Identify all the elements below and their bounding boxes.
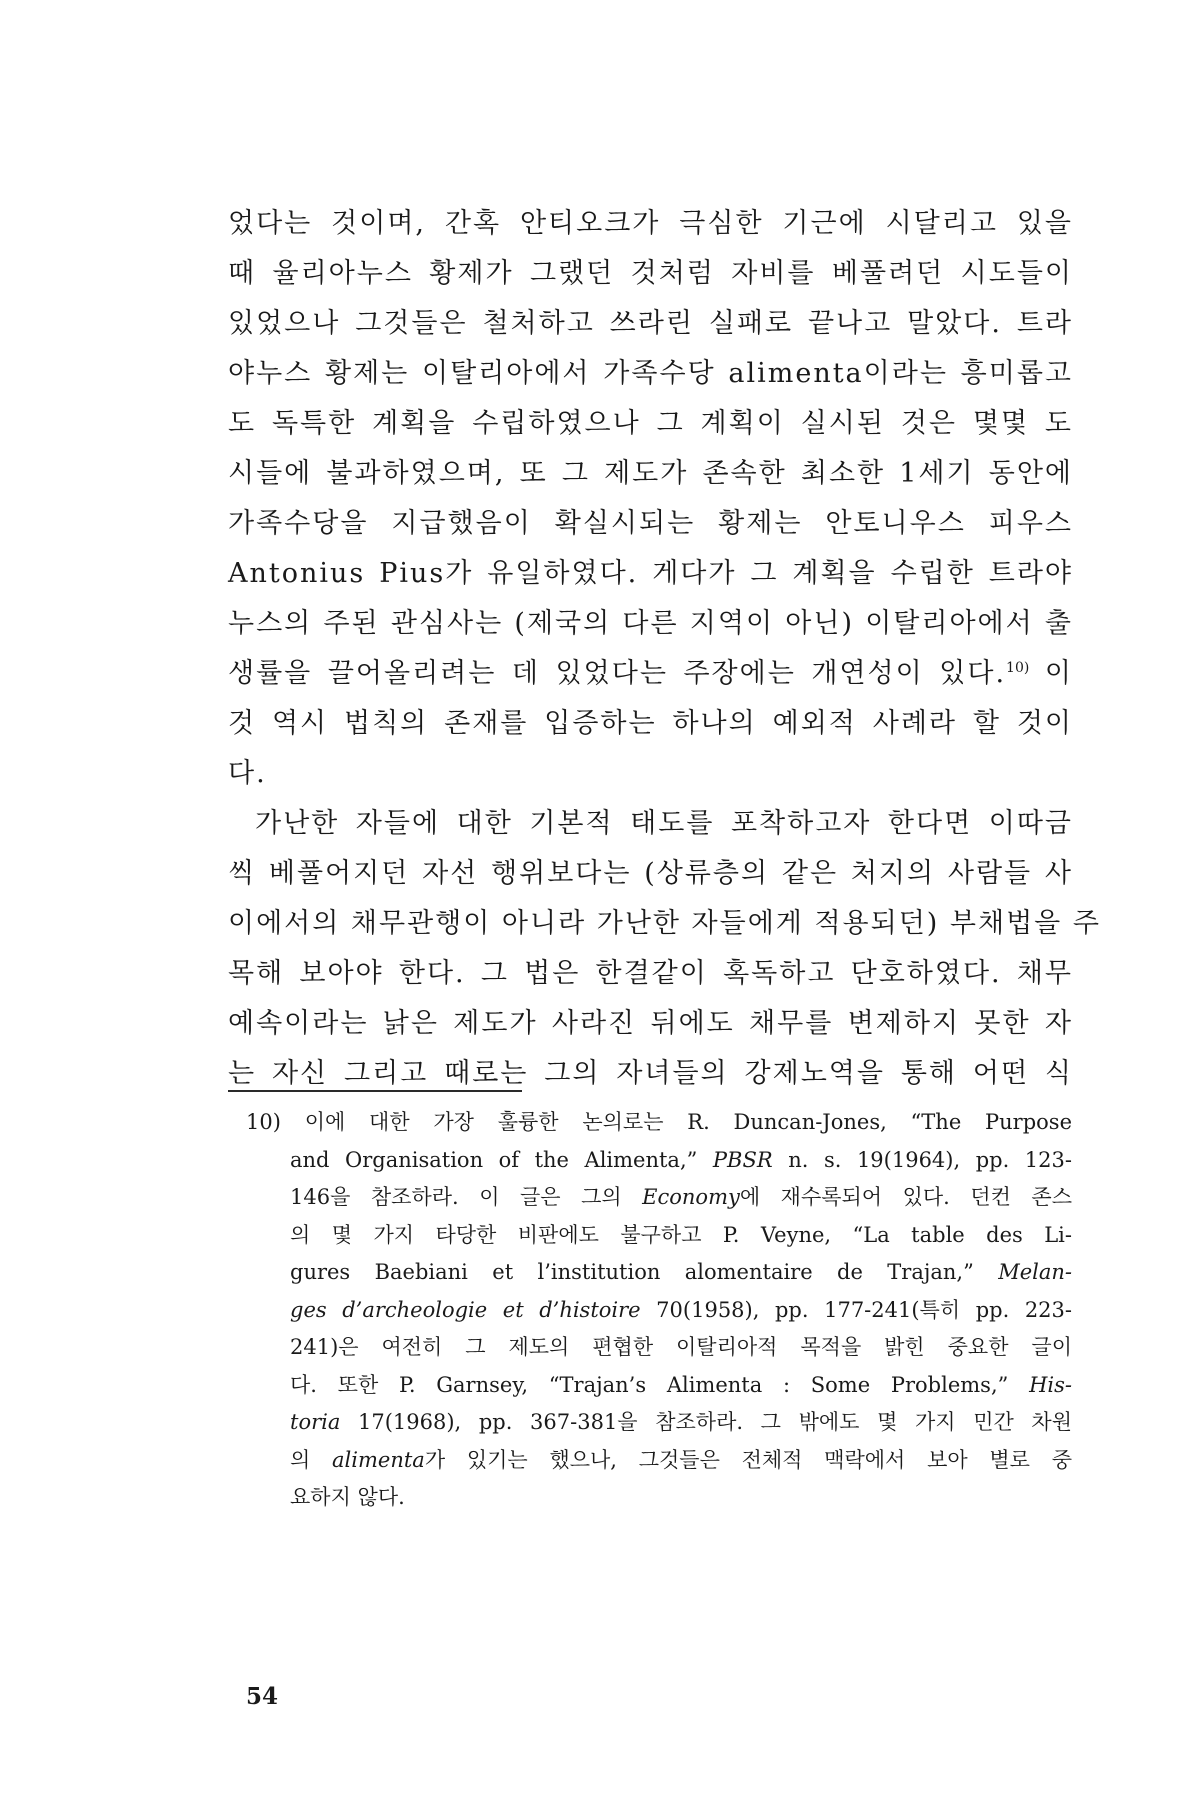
text-line: 목해 보아야 한다. 그 법은 한결같이 혹독하고 단호하였다. 채무 — [228, 958, 1073, 989]
text-line: 가난한 자들에 대한 기본적 태도를 포착하고자 한다면 이따금 — [255, 808, 1073, 839]
main-text — [228, 199, 1101, 1099]
footnote-section — [246, 1104, 1072, 1517]
footnote-text: 70(1958), pp. 177-241(특히 pp. 223- — [640, 1297, 1073, 1322]
footnote-line: 요하지 않다. — [290, 1485, 405, 1509]
footnote-line — [246, 1104, 1072, 1142]
footnote-italic: His- — [1029, 1372, 1072, 1397]
text-line: 다. — [228, 758, 267, 789]
footnote-number: 10) — [246, 1110, 281, 1134]
footnote-italic: Economy — [642, 1185, 740, 1209]
footnote-text: gures Baebiani et l’institution alomentaire de Trajan,” — [290, 1260, 999, 1284]
footnote-line — [246, 1404, 1072, 1442]
text-segment: 생률을 끌어올리려는 데 있었다는 주장에는 개연성이 있다. — [228, 658, 1007, 689]
footnote-italic: alimenta — [332, 1447, 425, 1472]
footnote-text: 146을 참조하라. 이 글은 그의 — [290, 1185, 643, 1209]
footnote-line: 의 몇 가지 타당한 비판에도 불구하고 P. Veyne, “La table des Li- — [290, 1222, 1072, 1247]
text-segment: 이 — [1029, 658, 1073, 689]
text-line: 누스의 주된 관심사는 (제국의 다른 지역이 아닌) 이탈리아에서 출 — [228, 608, 1073, 639]
footnote-line — [246, 1179, 1072, 1217]
text-line: 때 율리아누스 황제가 그랬던 것처럼 자비를 베풀려던 시도들이 — [228, 258, 1073, 289]
footnote-text: 다. 또한 P. Garnsey, “Trajan’s Alimenta : Some Problems,” — [290, 1372, 1030, 1397]
footnote-italic: toria — [290, 1410, 341, 1434]
footnote-text: 17(1968), pp. 367-381을 참조하라. 그 밖에도 몇 가지 민간 차원 — [340, 1410, 1072, 1434]
footnote-line — [246, 1254, 1072, 1292]
text-line: 시들에 불과하였으며, 또 그 제도가 존속한 최소한 1세기 동안에 — [228, 458, 1073, 489]
footnote-line — [246, 1367, 1072, 1405]
text-line: 가족수당을 지급했음이 확실시되는 황제는 안토니우스 피우스 — [228, 508, 1073, 539]
text-line: 는 자신 그리고 때로는 그의 자녀들의 강제노역을 통해 어떤 식 — [228, 1058, 1073, 1089]
footnote-reference[interactable]: 10) — [1006, 660, 1030, 676]
text-line: 씩 베풀어지던 자선 행위보다는 (상류층의 같은 처지의 사람들 사 — [228, 858, 1073, 889]
footnote-line — [246, 1142, 1072, 1180]
footnote-text: 가 있기는 했으나, 그것들은 전체적 맥락에서 보아 별로 중 — [424, 1447, 1072, 1472]
footnote-italic: PBSR — [712, 1147, 773, 1172]
footnote-text: 의 — [290, 1447, 333, 1472]
footnote-text: 이에 대한 가장 훌륭한 논의로는 R. Duncan-Jones, “The Purpose — [304, 1110, 1072, 1134]
text-line: 있었으나 그것들은 철처하고 쓰라린 실패로 끝나고 말았다. 트라 — [228, 308, 1073, 339]
footnote-text: and Organisation of the Alimenta,” — [290, 1147, 698, 1172]
text-line: 야누스 황제는 이탈리아에서 가족수당 alimenta이라는 흥미롭고 — [228, 358, 1073, 389]
footnote-text: n. s. 19(1964), pp. 123- — [772, 1147, 1072, 1172]
footnote-line: 241)은 여전히 그 제도의 편협한 이탈리아적 목적을 밝힌 중요한 글이 — [290, 1335, 1072, 1359]
footnote-text: 에 재수록되어 있다. 던컨 존스 — [739, 1185, 1073, 1209]
footnote-line — [246, 1442, 1072, 1480]
footnote-divider — [228, 1090, 522, 1092]
text-line: 이에서의 채무관행이 아니라 가난한 자들에게 적용되던) 부채법을 주 — [228, 908, 1101, 939]
footnote-line — [246, 1292, 1072, 1330]
text-line: 었다는 것이며, 간혹 안티오크가 극심한 기근에 시달리고 있을 — [228, 208, 1073, 239]
text-line: 것 역시 법칙의 존재를 입증하는 하나의 예외적 사례라 할 것이 — [228, 708, 1073, 739]
text-line: 예속이라는 낡은 제도가 사라진 뒤에도 채무를 변제하지 못한 자 — [228, 1008, 1073, 1039]
text-line: Antonius Pius가 유일하였다. 게다가 그 계획을 수립한 트라야 — [228, 558, 1073, 589]
text-line: 도 독특한 계획을 수립하였으나 그 계획이 실시된 것은 몇몇 도 — [228, 408, 1073, 439]
text-line-with-footnote-ref — [228, 649, 1073, 699]
footnote-italic: ges d’archeologie et d’histoire — [290, 1297, 641, 1322]
footnote-italic: Melan- — [998, 1260, 1072, 1284]
page-number: 54 — [246, 1683, 279, 1710]
